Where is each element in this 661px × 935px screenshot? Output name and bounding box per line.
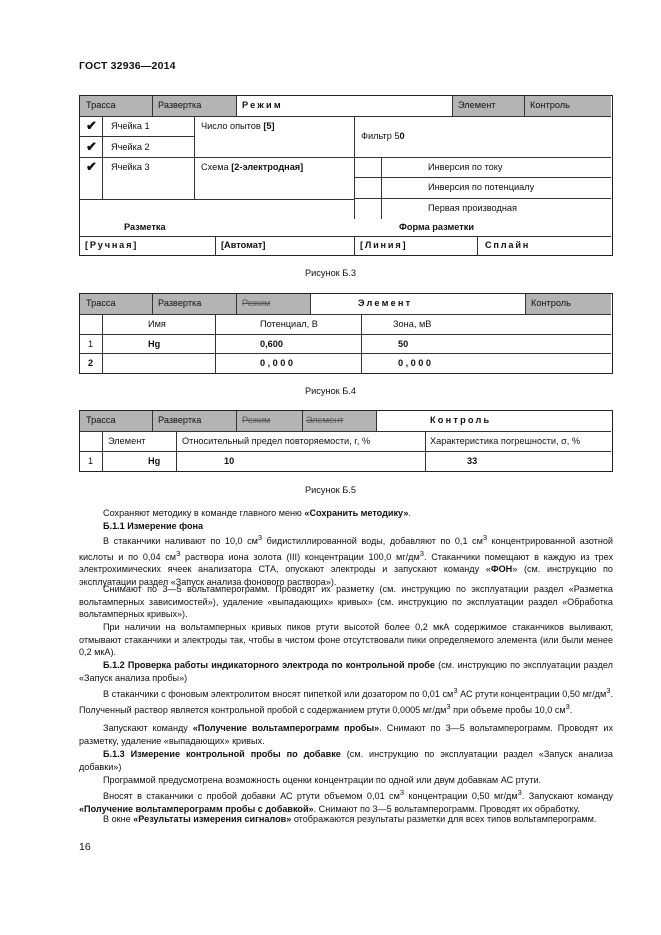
col3-element: Элемент xyxy=(108,436,146,446)
scheme-selector[interactable] xyxy=(201,162,303,173)
experiments-value: [5] xyxy=(263,121,275,131)
filter-field[interactable] xyxy=(361,131,405,142)
table-mode-window xyxy=(79,95,613,256)
tab2-element-label: Элемент xyxy=(358,298,413,308)
cell1-check-icon[interactable]: ✔ xyxy=(86,118,97,133)
row2-potential[interactable]: 0,000 xyxy=(260,358,296,368)
tab3-razvertka[interactable]: Развертка xyxy=(158,415,202,425)
table-control-window xyxy=(79,410,613,472)
paragraph-markup: Снимают по 3—5 вольтамперограмм. Проводят их разметку (см. инструкцию по эксплуатации раздел «Разметка вольтамперных зависимостей»), удаление «выпадающих» кривых» (см. инструкцию по эксплуатации раздел «Обработка вольтамперных кривых»). xyxy=(79,584,613,620)
tab2-trassa[interactable]: Трасса xyxy=(86,298,116,308)
paragraph-run-command: Запускают команду «Получение вольтамперограмм пробы». Снимают по 3—5 вольтамперограмм. Проводят их разметку, удаление «выпадающих» кривых. xyxy=(79,723,613,746)
tab-rezhim-label: Режим xyxy=(242,100,283,110)
filter-value: 0 xyxy=(399,131,405,141)
heading-b11: Б.1.1 Измерение фона xyxy=(103,521,204,531)
markup-spline-button[interactable]: Сплайн xyxy=(485,240,531,250)
filter-label: Фильтр 5 xyxy=(361,131,400,141)
tab-kontrol[interactable]: Контроль xyxy=(530,100,570,110)
paragraph-additive: Вносят в стаканчики с пробой добавки АС ртути объемом 0,01 $см^3$ концентрации 0,50 $мг/дм^3$. Запускают команду «Получение вольтамперограмм пробы с добавкой». Снимают по 3—5 вольтамперограмм. Проводят их обработку. xyxy=(79,788,613,814)
tab3-kontrol-active[interactable] xyxy=(377,411,611,431)
markup-label: Разметка xyxy=(124,222,166,232)
figure-b5-caption: Рисунок Б.5 xyxy=(305,485,356,495)
markup-manual-button[interactable]: [Ручная] xyxy=(85,240,139,250)
tab2-element-active[interactable] xyxy=(311,294,525,314)
cell1-label: Ячейка 1 xyxy=(111,121,150,131)
paragraph-results-window: В окне «Результаты измерения сигналов» отображаются результаты разметки для всех типов вольтамперограмм. xyxy=(103,814,597,824)
figure-b3-caption: Рисунок Б.3 xyxy=(305,268,356,278)
col-potential: Потенциал, В xyxy=(260,319,318,329)
row2-zone[interactable]: 0,000 xyxy=(398,358,434,368)
tab3-rezhim[interactable]: Режим xyxy=(242,415,271,425)
row3-sigma[interactable]: 33 xyxy=(467,456,478,466)
row1-name[interactable]: Hg xyxy=(148,339,161,349)
tab-razvertka[interactable]: Развертка xyxy=(158,100,202,110)
cell3-label: Ячейка 3 xyxy=(111,162,150,172)
cell2-label: Ячейка 2 xyxy=(111,142,150,152)
inversion-current[interactable]: Инверсия по току xyxy=(428,162,503,172)
cell3-check-icon[interactable]: ✔ xyxy=(86,159,97,174)
row3-num: 1 xyxy=(88,456,94,466)
row3-r[interactable]: 10 xyxy=(224,456,235,466)
tab3-trassa[interactable]: Трасса xyxy=(86,415,116,425)
tab-element[interactable]: Элемент xyxy=(458,100,496,110)
cell2-check-icon[interactable]: ✔ xyxy=(86,139,97,154)
heading-b13: Б.1.3 Измерение контрольной пробы по добавке (см. инструкцию по эксплуатации раздел «Запуск анализа добавки») xyxy=(79,749,613,772)
col-name: Имя xyxy=(148,319,166,329)
inversion-potential[interactable]: Инверсия по потенциалу xyxy=(428,182,535,192)
page-number: 16 xyxy=(79,841,91,853)
paragraph-save-method: Сохраняют методику в команде главного меню «Сохранить методику». xyxy=(103,508,411,518)
experiments-count[interactable] xyxy=(201,121,275,132)
tab3-kontrol-label: Контроль xyxy=(430,415,492,425)
tab-trassa[interactable]: Трасса xyxy=(86,100,116,110)
col3-error: Характеристика погрешности, σ, % xyxy=(430,436,581,446)
paragraph-program-option: Программой предусмотрена возможность оценки концентрации по одной или двум добавкам АС ртути. xyxy=(103,775,542,785)
row1-zone[interactable]: 50 xyxy=(398,339,409,349)
markup-line-button[interactable]: [Линия] xyxy=(360,240,408,250)
tab2-rezhim[interactable]: Режим xyxy=(242,298,271,308)
markup-auto-button[interactable]: [Автомат] xyxy=(221,240,266,250)
figure-b4-caption: Рисунок Б.4 xyxy=(305,386,356,396)
heading-b12: Б.1.2 Проверка работы индикаторного электрода по контрольной пробе (см. инструкцию по эксплуатации раздел «Запуск анализа пробы») xyxy=(79,660,613,683)
paragraph-background-measure: В стаканчики наливают по 10,0 $см^3$ бидистиллированной воды, добавляют по 0,1 $см^3$ концентрированной азотной кислоты и по 0,04 $см^3$ раствора иона золота (III) концентрации 100,0 $мг/дм^3$. Стаканчики помещают в каждую из трех электрохимических ячеек анализатора СТА, опускают электроды и запускают команду «ФОН» (см. инструкцию по эксплуатации раздел «Запуск анализа фонового раствора»). xyxy=(79,533,613,587)
tab2-razvertka[interactable]: Развертка xyxy=(158,298,202,308)
row3-element[interactable]: Hg xyxy=(148,456,161,466)
tab2-kontrol[interactable]: Контроль xyxy=(531,298,571,308)
scheme-label: Схема xyxy=(201,162,232,172)
tab3-element[interactable]: Элемент xyxy=(306,415,344,425)
col3-repeatability: Относительный предел повторяемости, r, % xyxy=(182,436,371,446)
paragraph-mercury-peaks: При наличии на вольтамперных кривых пиков ртути высотой более 0,2 мкА содержимое стаканчиков выливают, отмывают стаканчики и электроды так, чтобы в чистом фоне отсутствовали пики определяемого элемента (или были менее 0,2 мкА). xyxy=(79,622,613,658)
first-derivative[interactable]: Первая производная xyxy=(428,203,517,213)
markup-form-label: Форма разметки xyxy=(399,222,474,232)
experiments-label: Число опытов xyxy=(201,121,264,131)
row1-potential[interactable]: 0,600 xyxy=(260,339,283,349)
row1-num: 1 xyxy=(88,339,94,349)
row2-num: 2 xyxy=(88,358,94,368)
paragraph-control-sample: В стаканчики с фоновым электролитом вносят пипеткой или дозатором по 0,01 $см^3$ АС ртути концентрации 0,50 $мг/дм^3$. Полученный раствор является контрольной пробой с содержанием ртути 0,0005 $мг/дм^3$ при объеме пробы 10,0 $см^3$. xyxy=(79,686,613,715)
document-header: ГОСТ 32936—2014 xyxy=(79,60,176,72)
scheme-value: [2-электродная] xyxy=(231,162,304,172)
col-zone: Зона, мВ xyxy=(393,319,432,329)
table-element-window xyxy=(79,293,613,374)
